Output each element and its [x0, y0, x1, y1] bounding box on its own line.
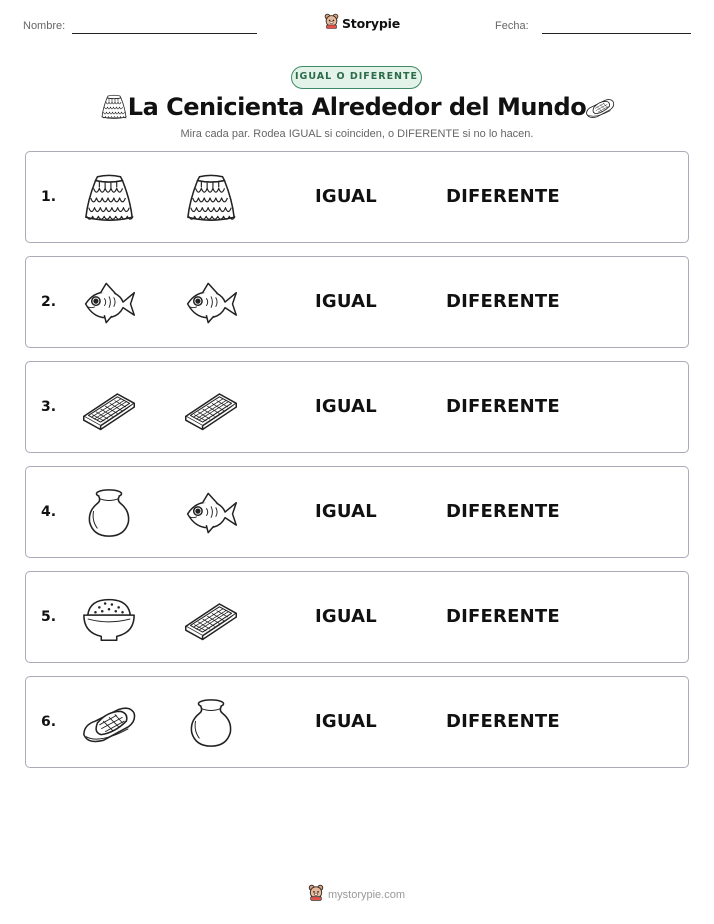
woven-slipper-icon [79, 695, 139, 751]
activity-badge: IGUAL O DIFERENTE [291, 66, 422, 89]
rice-bowl-icon [79, 590, 139, 646]
brand-logo [324, 13, 400, 33]
instructions: Mira cada par. Rodea IGUAL si coinciden, o DIFERENTE si no lo hacen. [180, 128, 534, 140]
row-number: 1. [41, 189, 57, 205]
exercise-row [25, 571, 689, 663]
fish-icon [79, 275, 139, 331]
bear-logo-icon [308, 884, 324, 905]
bear-logo-icon [324, 13, 339, 33]
name-line[interactable] [72, 33, 257, 34]
option-different[interactable]: DIFERENTE [446, 606, 560, 627]
woven-mat-icon [79, 380, 139, 436]
option-same[interactable]: IGUAL [315, 501, 377, 522]
option-same[interactable]: IGUAL [315, 711, 377, 732]
exercise-row [25, 256, 689, 348]
woven-mat-icon [181, 590, 241, 646]
exercise-row [25, 151, 689, 243]
date-label: Fecha: [495, 20, 529, 32]
option-same[interactable]: IGUAL [315, 186, 377, 207]
footer-url: mystorypie.com [328, 888, 406, 901]
woven-slipper-icon [584, 94, 616, 124]
option-same[interactable]: IGUAL [315, 291, 377, 312]
leaf-skirt-icon [79, 170, 139, 226]
fish-icon [181, 485, 241, 541]
woven-mat-icon [181, 380, 241, 436]
exercise-row [25, 676, 689, 768]
option-same[interactable]: IGUAL [315, 396, 377, 417]
option-different[interactable]: DIFERENTE [446, 711, 560, 732]
clay-pot-icon [79, 485, 139, 541]
leaf-skirt-icon [181, 170, 241, 226]
exercise-row [25, 361, 689, 453]
row-number: 4. [41, 504, 57, 520]
option-same[interactable]: IGUAL [315, 606, 377, 627]
row-number: 6. [41, 714, 57, 730]
clay-pot-icon [181, 695, 241, 751]
option-different[interactable]: DIFERENTE [446, 501, 560, 522]
option-different[interactable]: DIFERENTE [446, 291, 560, 312]
row-number: 5. [41, 609, 57, 625]
row-number: 2. [41, 294, 57, 310]
option-different[interactable]: DIFERENTE [446, 186, 560, 207]
page-title: La Cenicienta Alrededor del Mundo [127, 93, 587, 121]
footer [308, 884, 405, 905]
exercise-row [25, 466, 689, 558]
brand-name: Storypie [342, 15, 400, 31]
option-different[interactable]: DIFERENTE [446, 396, 560, 417]
name-label: Nombre: [23, 20, 66, 32]
date-line[interactable] [542, 33, 691, 34]
fish-icon [181, 275, 241, 331]
row-number: 3. [41, 399, 57, 415]
